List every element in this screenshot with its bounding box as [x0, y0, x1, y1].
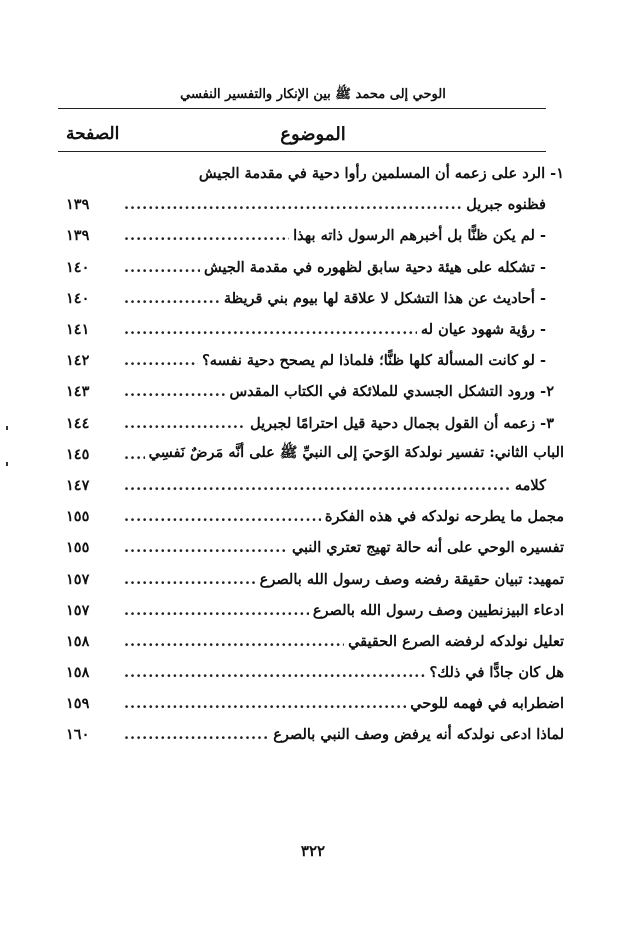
toc-entry-text: ادعاء البيزنطيين وصف رسول الله بالصرع [312, 601, 564, 619]
toc-entry-text: ٣- زعمه أن القول بجمال دحية قيل احترامًا لجبريل [250, 414, 554, 432]
toc-entry-text: - تشكله على هيئة دحية سابق لظهوره في مقدمة الجيش [203, 258, 546, 276]
leader-dots [124, 196, 462, 213]
toc-entry-text: - لو كانت المسألة كلها ظنًّا؛ فلماذا لم يصحح دحية نفسه؟ [202, 352, 546, 370]
toc-entry-page: ١٤٠ [66, 289, 90, 307]
toc-entry-page: ١٥٨ [66, 632, 90, 650]
toc-entry-page: ١٤٤ [66, 414, 90, 432]
toc-entry-page: ١٥٥ [66, 508, 90, 526]
leader-dots [124, 477, 511, 494]
page-column-heading: الصفحة [66, 124, 120, 144]
toc-entry-text: لماذا ادعى نولدكه أنه يرفض وصف النبي بالصرع [273, 726, 564, 744]
toc-entry-text: تفسيره الوحي على أنه حالة تهيج تعتري النبي [291, 539, 564, 557]
toc-entry [66, 252, 564, 283]
leader-dots [124, 508, 321, 525]
leader-dots [124, 446, 145, 463]
leader-dots [124, 726, 269, 743]
toc-entry-page: ١٤٢ [66, 352, 90, 370]
toc-entry-page: ١٤٧ [66, 476, 90, 494]
toc-entry-page: ١٤١ [66, 321, 90, 339]
toc-entry [66, 501, 564, 532]
running-header: الوحي إلى محمد ﷺ بين الإنكار والتفسير النفسي [180, 87, 446, 102]
toc-entry [66, 688, 564, 719]
toc-entry [66, 283, 564, 314]
toc-entry-text: ٢- ورود التشكل الجسدي للملائكة في الكتاب المقدس [229, 383, 554, 401]
leader-dots [124, 321, 417, 338]
toc-entry [66, 345, 564, 376]
toc-entry [66, 408, 564, 439]
toc-entry [66, 532, 564, 563]
leader-dots [124, 695, 406, 712]
toc-entry-text: كلامه [514, 476, 546, 494]
toc-entry-page: ١٦٠ [66, 726, 90, 744]
table-of-contents [66, 158, 564, 751]
toc-entry-page: ١٥٨ [66, 664, 90, 682]
toc-entry [66, 719, 564, 750]
toc-entry-text: الباب الثاني: تفسير نولدكة الوَحيَ إلى النبيِّ ﷺ على أنَّه مَرضٌ نَفسِي [148, 443, 564, 461]
toc-entry [66, 158, 564, 189]
toc-entry [66, 376, 564, 407]
toc-entry [66, 220, 564, 251]
leader-dots [124, 633, 344, 650]
toc-entry [66, 314, 564, 345]
leader-dots [124, 415, 246, 432]
toc-entry-page: ١٥٥ [66, 539, 90, 557]
toc-entry [66, 626, 564, 657]
toc-entry [66, 563, 564, 594]
leader-dots [124, 539, 288, 556]
leader-dots [124, 352, 198, 369]
toc-entry [66, 470, 564, 501]
toc-entry-text: ١- الرد على زعمه أن المسلمين رأوا دحية في مقدمة الجيش [198, 165, 564, 183]
leader-dots [124, 602, 309, 619]
leader-dots [124, 571, 256, 588]
toc-entry-text: - رؤية شهود عيان له [420, 321, 546, 339]
toc-entry-text: تمهيد: تبيان حقيقة رفضه وصف رسول الله بالصرع [259, 570, 564, 588]
topic-column-heading: الموضوع [280, 124, 346, 145]
toc-entry-page: ١٣٩ [66, 227, 90, 245]
toc-entry-page: ١٥٩ [66, 695, 90, 713]
toc-entry [66, 189, 564, 220]
toc-entry-text: هل كان جادًّا في ذلك؟ [429, 664, 564, 682]
toc-entry-page: ١٤٥ [66, 445, 90, 463]
leader-dots [124, 290, 220, 307]
toc-entry [66, 595, 564, 626]
scan-mark [6, 462, 8, 466]
toc-entry-page: ١٤٣ [66, 383, 90, 401]
leader-dots [124, 227, 289, 244]
leader-dots [124, 383, 225, 400]
toc-entry-text: - أحاديث عن هذا التشكل لا علاقة لها بيوم بني قريظة [223, 289, 546, 307]
scan-mark [6, 426, 8, 430]
toc-entry-page: ١٥٧ [66, 570, 90, 588]
toc-entry-page: ١٣٩ [66, 196, 90, 214]
toc-entry-page: ١٤٠ [66, 258, 90, 276]
toc-entry [66, 657, 564, 688]
leader-dots [124, 259, 200, 276]
header-rule [58, 108, 546, 109]
toc-entry-text: فظنوه جبريل [466, 196, 546, 214]
toc-entry-text: مجمل ما يطرحه نولدكه في هذه الفكرة [324, 508, 564, 526]
toc-entry [66, 439, 564, 470]
toc-entry-text: تعليل نولدكه لرفضه الصرع الحقيقي [348, 632, 564, 650]
toc-entry-page: ١٥٧ [66, 601, 90, 619]
toc-entry-text: اضطرابه في فهمه للوحي [410, 695, 564, 713]
toc-entry-text: - لم يكن ظنًّا بل أخبرهم الرسول ذاته بهذا [293, 227, 546, 245]
leader-dots [124, 664, 426, 681]
column-heading-rule [58, 151, 546, 152]
page-number: ٣٢٢ [300, 842, 326, 860]
